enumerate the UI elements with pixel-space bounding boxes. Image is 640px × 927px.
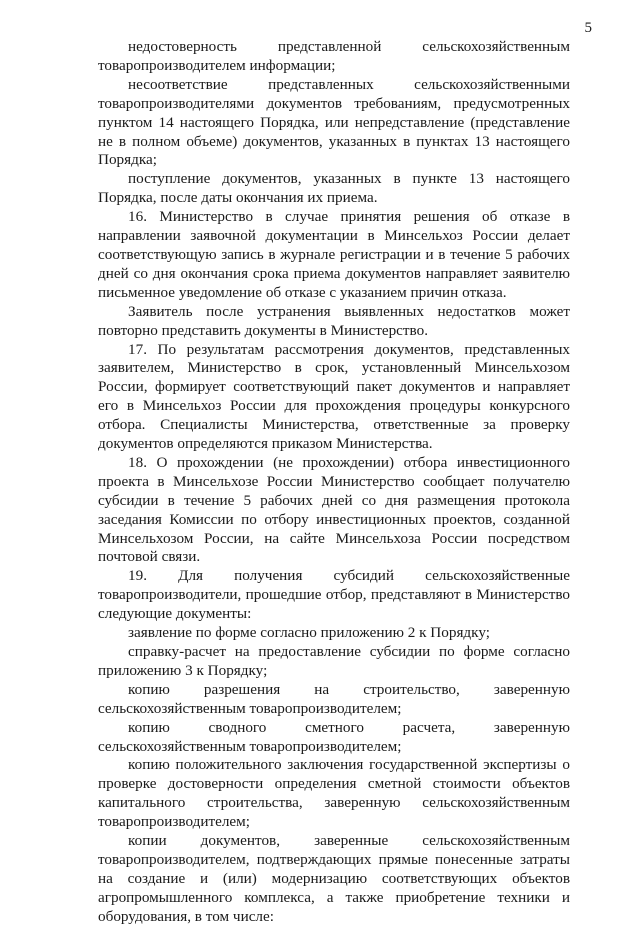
paragraph: справку-расчет на предоставление субсидии по форме согласно приложению 3 к Порядку; [98,643,570,679]
paragraph: копию положительного заключения государственной экспертизы о проверке достоверности определения сметной стоимости объектов капитального строительства, заверенную сельскохозяйственным товаропроизводителем; [98,756,570,831]
paragraph: 19. Для получения субсидий сельскохозяйственные товаропроизводители, прошедшие отбор, представляют в Министерство следующие документы: [98,567,570,623]
paragraph: копию сводного сметного расчета, заверенную сельскохозяйственным товаропроизводителем; [98,718,570,755]
paragraph: 16. Министерство в случае принятия решения об отказе в направлении заявочной документации в Минсельхоз России делает соответствующую запись в журнале регистрации и в течение 5 рабочих дней со дня окончания срока приема документов направляет заявителю письменное уведомление об отказе с указанием причин отказа. [98,208,570,301]
page-number: 5 [584,20,592,36]
paragraph: копии документов, заверенные сельскохозяйственным товаропроизводителем, подтверждающих прямые понесенные затраты на создание и (или) модернизацию соответствующих объектов агропромышленного комплекса, а также приобретение техники и оборудования, в том числе: [98,832,570,925]
paragraph: несоответствие представленных сельскохозяйственными товаропроизводителями документов требованиям, предусмотренных пунктом 14 настоящего Порядка, или непредставление (представление не в полном объеме) документов, указанных в пунктах 13 настоящего Порядка; [98,75,570,169]
paragraph: 17. По результатам рассмотрения документов, представленных заявителем, Министерство в срок, установленный Минсельхозом России, формирует соответствующий пакет документов и направляет его в Минсельхоз России для прохождения процедуры конкурсного отбора. Специалисты Министерства, ответственные за проверку документов определяются приказом Министерства. [98,340,570,453]
paragraph: заявление по форме согласно приложению 2 к Порядку; [128,624,490,642]
document-body [98,38,570,927]
paragraph: 18. О прохождении (не прохождении) отбора инвестиционного проекта в Минсельхозе России Министерство сообщает получателю субсидии в течение 5 рабочих дней со дня размещения протокола заседания Комиссии по отбору инвестиционных проектов, созданной Минсельхозом России, на сайте Минсельхоза России посредством почтовой связи. [98,453,570,566]
paragraph: недостоверность представленной сельскохозяйственным товаропроизводителем информации; [98,38,570,74]
paragraph: поступление документов, указанных в пункте 13 настоящего Порядка, после даты окончания их приема. [98,170,570,207]
paragraph: копию разрешения на строительство, заверенную сельскохозяйственным товаропроизводителем; [98,680,570,717]
paragraph: Заявитель после устранения выявленных недостатков может повторно представить документы в Министерство. [98,302,570,339]
